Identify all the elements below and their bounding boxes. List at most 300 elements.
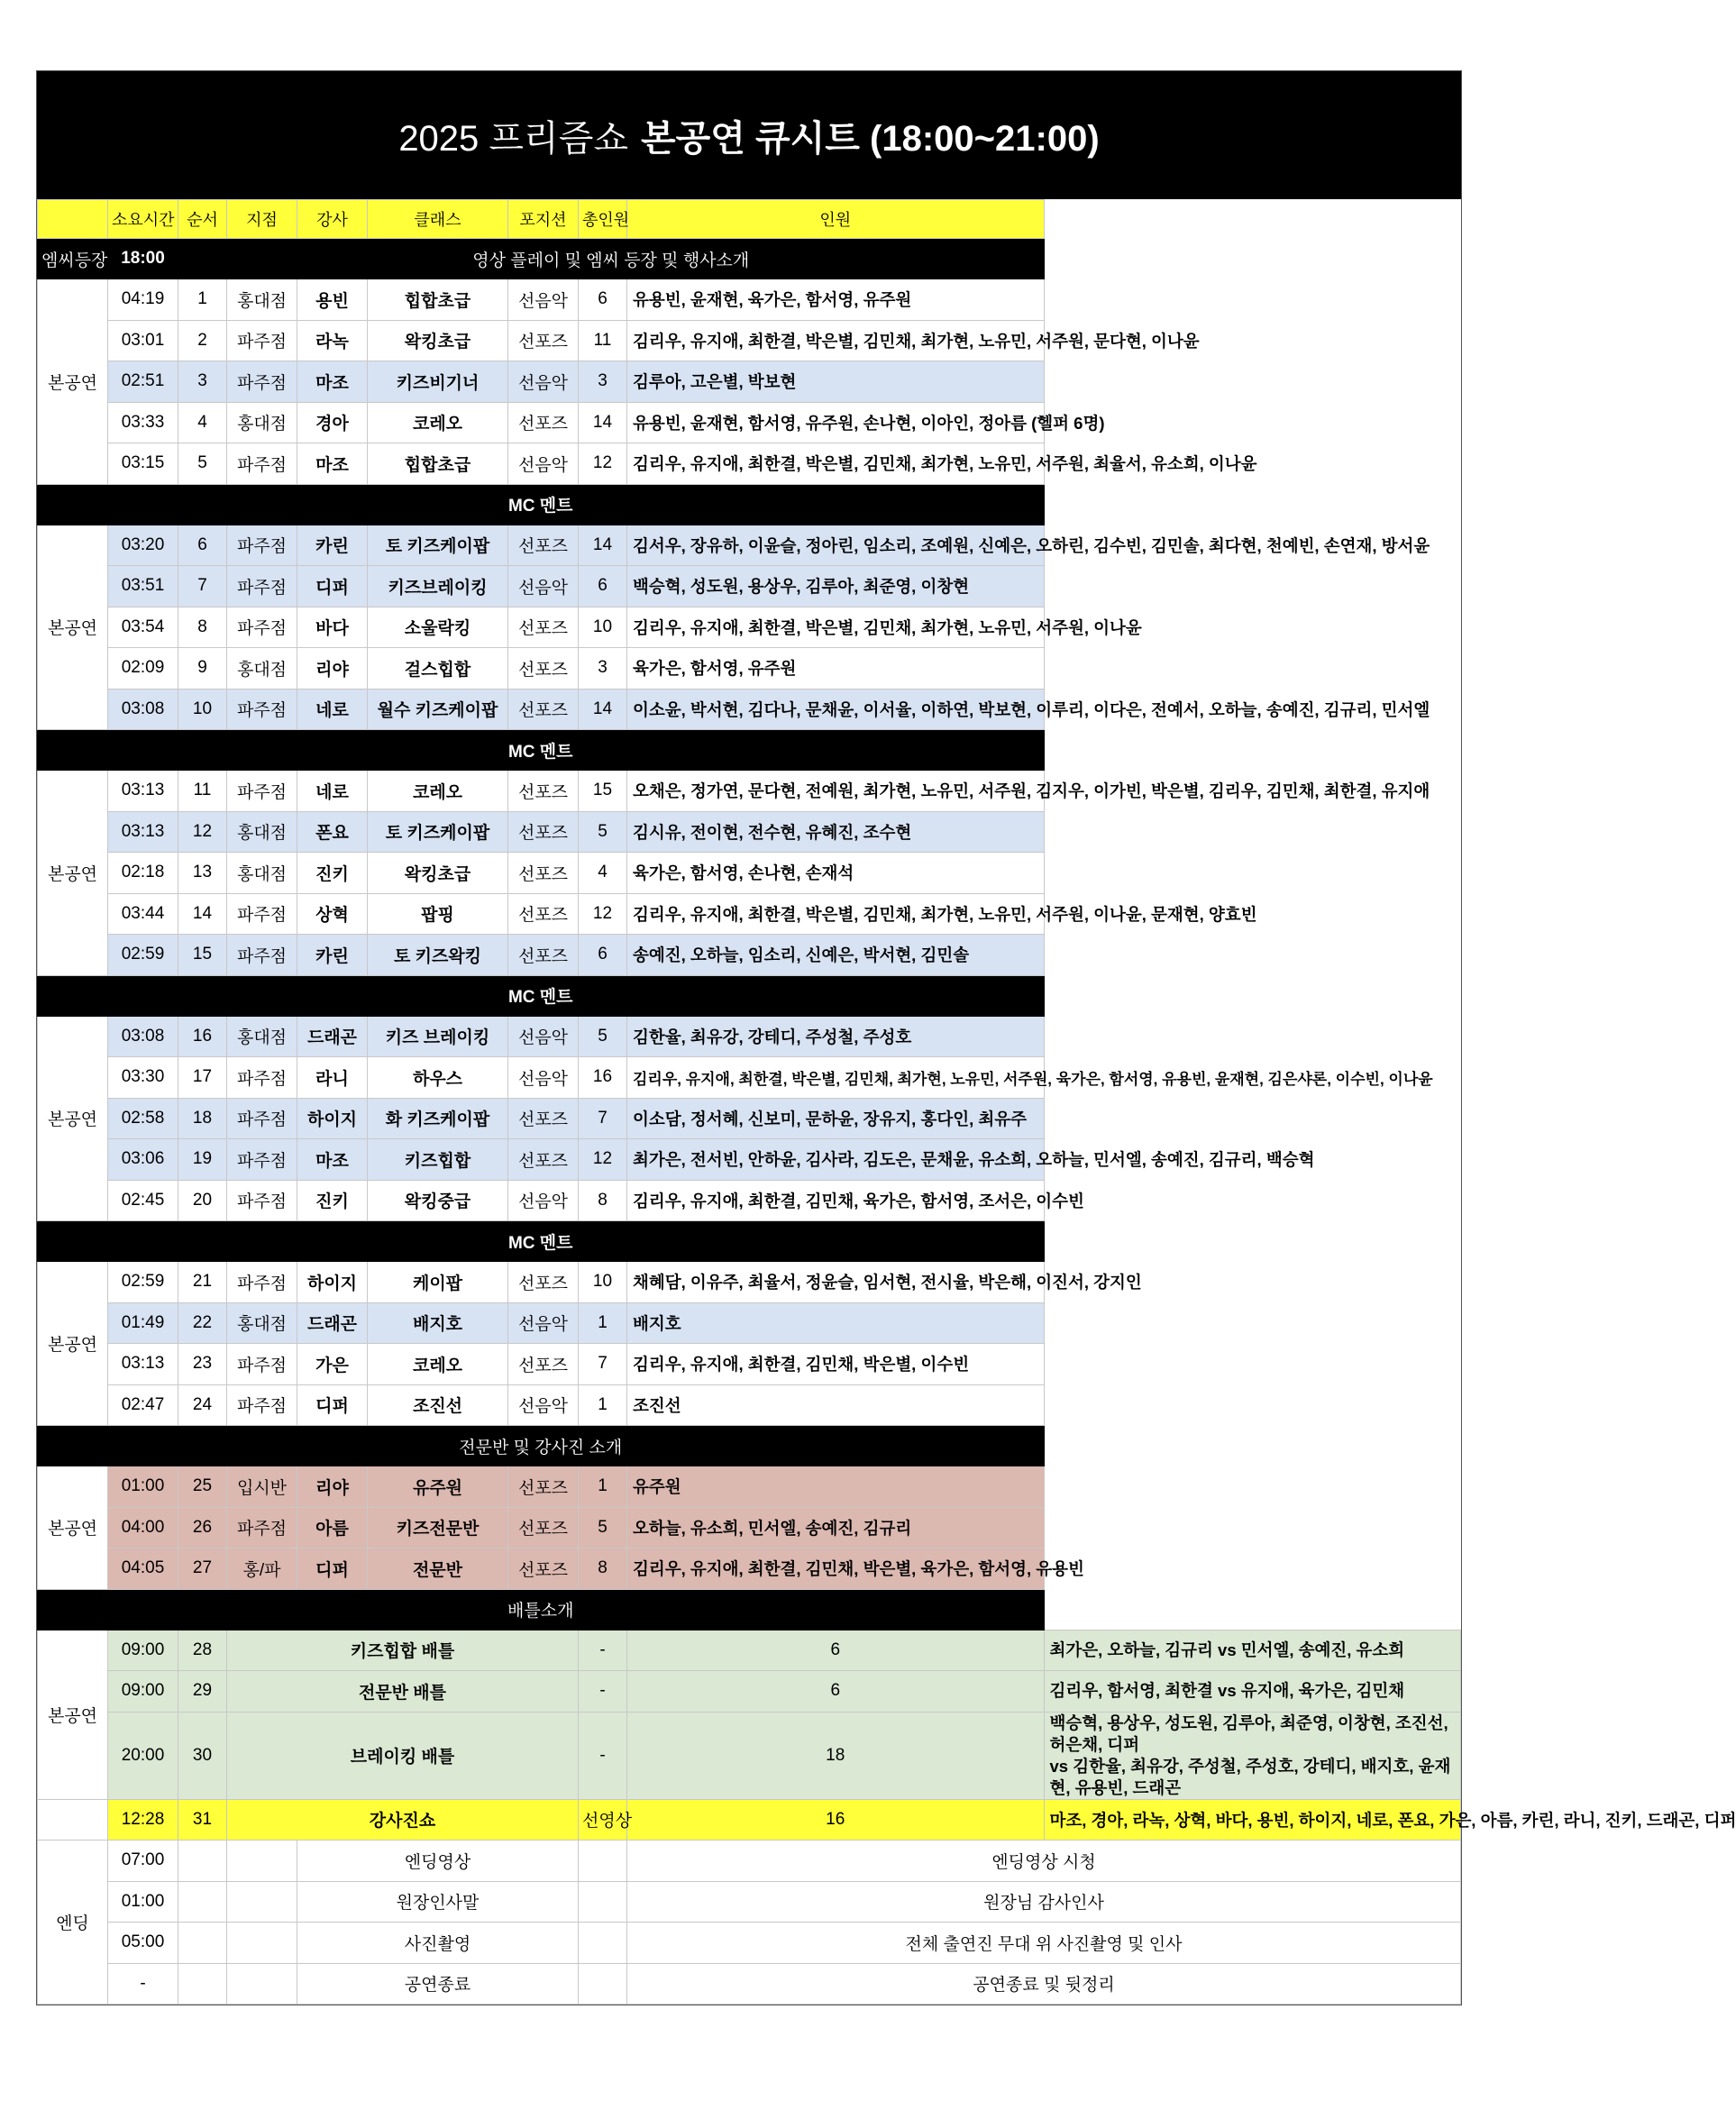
members: 채혜담, 이유주, 최율서, 정윤슬, 임서현, 전시율, 박은해, 이진서, 강지인 xyxy=(627,1262,1045,1303)
total-count: 4 xyxy=(579,853,627,894)
duration: 03:44 xyxy=(108,893,178,935)
teacher-show-row xyxy=(38,1799,1461,1841)
branch: 파주점 xyxy=(227,566,297,607)
header-count: 총인원 xyxy=(579,200,627,239)
instructor: 리야 xyxy=(297,1466,368,1508)
duration: 03:33 xyxy=(108,402,178,443)
header-instructor: 강사 xyxy=(297,200,368,239)
ending-item: 사진촬영 xyxy=(297,1923,579,1964)
branch: 파주점 xyxy=(227,1262,297,1303)
title-main: 본공연 큐시트 (18:00~21:00) xyxy=(640,118,1100,159)
performance-row xyxy=(38,1302,1461,1344)
duration: 03:13 xyxy=(108,771,178,812)
expert-row xyxy=(38,1466,1461,1508)
position: 선포즈 xyxy=(508,935,579,976)
battle-row xyxy=(38,1671,1461,1713)
branch: 파주점 xyxy=(227,1098,297,1139)
total-count: 10 xyxy=(579,607,627,648)
class-name: 왁킹초급 xyxy=(368,853,508,894)
class-name: 조진선 xyxy=(368,1384,508,1426)
order-number: 15 xyxy=(178,935,227,976)
branch: 홍대점 xyxy=(227,279,297,321)
total-count: 15 xyxy=(579,771,627,812)
total-count: 14 xyxy=(579,525,627,566)
battle-row xyxy=(38,1630,1461,1671)
class-name: 키즈비기너 xyxy=(368,361,508,403)
class-name: 걸스힙합 xyxy=(368,648,508,690)
total-count: 7 xyxy=(579,1344,627,1385)
order-number: 4 xyxy=(178,402,227,443)
order-number: 14 xyxy=(178,893,227,935)
class-name: 토 키즈케이팝 xyxy=(368,811,508,853)
members-line: vs 김한율, 최유강, 주성철, 주성호, 강테디, 배지호, 윤재현, 유용빈, 드래곤 xyxy=(1049,1756,1451,1797)
battle-header: 배틀소개 xyxy=(38,1589,1045,1630)
total-count: 14 xyxy=(579,402,627,443)
position: 선영상 xyxy=(579,1799,627,1841)
instructor: 디퍼 xyxy=(297,1548,368,1590)
position: 선포즈 xyxy=(508,1139,579,1181)
battle-header-row xyxy=(38,1589,1461,1630)
position: - xyxy=(579,1712,627,1799)
class-name: 왁킹초급 xyxy=(368,320,508,361)
members-line: 김리우, 함서영, 최한결 vs 유지애, 육가은, 김민채 xyxy=(1049,1681,1405,1701)
ending-description: 공연종료 및 뒷정리 xyxy=(627,1963,1461,2005)
expert-row xyxy=(38,1507,1461,1548)
opening-time: 18:00 xyxy=(108,239,178,279)
class-name: 전문반 xyxy=(368,1548,508,1590)
members: 김한율, 최유강, 강테디, 주성철, 주성호 xyxy=(627,1016,1045,1057)
performance-row xyxy=(38,1344,1461,1385)
order-number: 1 xyxy=(178,279,227,321)
position: 선포즈 xyxy=(508,689,579,730)
branch: 홍대점 xyxy=(227,853,297,894)
members: 배지호 xyxy=(627,1302,1045,1344)
branch: 파주점 xyxy=(227,525,297,566)
branch xyxy=(227,1963,297,2005)
ending-row xyxy=(38,1881,1461,1923)
duration: 03:01 xyxy=(108,320,178,361)
position: - xyxy=(579,1671,627,1713)
order-number: 21 xyxy=(178,1262,227,1303)
class-name: 키즈 브레이킹 xyxy=(368,1016,508,1057)
branch: 파주점 xyxy=(227,771,297,812)
branch: 파주점 xyxy=(227,607,297,648)
mc-row xyxy=(38,1221,1461,1262)
order-number: 9 xyxy=(178,648,227,690)
position xyxy=(579,1923,627,1964)
instructor: 진키 xyxy=(297,853,368,894)
position: 선포즈 xyxy=(508,1548,579,1590)
class-name: 배지호 xyxy=(368,1302,508,1344)
instructor: 마조 xyxy=(297,361,368,403)
expert-header: 전문반 및 강사진 소개 xyxy=(38,1426,1045,1466)
duration: 03:08 xyxy=(108,1016,178,1057)
order-number: 22 xyxy=(178,1302,227,1344)
members: 김루아, 고은별, 박보현 xyxy=(627,361,1045,403)
total-count: 6 xyxy=(579,279,627,321)
total-count: 10 xyxy=(579,1262,627,1303)
duration: 03:15 xyxy=(108,443,178,485)
class-name: 왁킹중급 xyxy=(368,1180,508,1221)
battle-name: 브레이킹 배틀 xyxy=(227,1712,579,1799)
class-name: 토 키즈케이팝 xyxy=(368,525,508,566)
members-line: 최가은, 오하늘, 김규리 vs 민서엘, 송예진, 유소희 xyxy=(1049,1640,1405,1659)
duration: 12:28 xyxy=(108,1799,178,1841)
class-name: 코레오 xyxy=(368,1344,508,1385)
branch: 홍대점 xyxy=(227,648,297,690)
members: 김리우, 유지애, 최한결, 박은별, 김민채, 최가현, 노유민, 서주원, 문다현, 이나윤 xyxy=(627,320,1045,361)
branch: 파주점 xyxy=(227,320,297,361)
total-count: 6 xyxy=(579,935,627,976)
header-position: 포지션 xyxy=(508,200,579,239)
branch: 파주점 xyxy=(227,361,297,403)
mc-text: MC 멘트 xyxy=(38,484,1045,525)
total-count: 12 xyxy=(579,893,627,935)
duration: 09:00 xyxy=(108,1671,178,1713)
members-line: 백승혁, 용상우, 성도원, 김루아, 최준영, 이창현, 조진선, 허은채, 디퍼 xyxy=(1049,1713,1448,1754)
duration: 05:00 xyxy=(108,1923,178,1964)
instructor: 마조 xyxy=(297,1139,368,1181)
members: 김리우, 유지애, 최한결, 박은별, 김민채, 최가현, 노유민, 서주원, 최율서, 유소희, 이나윤 xyxy=(627,443,1045,485)
members: 마조, 경아, 라녹, 상혁, 바다, 용빈, 하이지, 네로, 폰요, 가은, 아름, 카린, 라니, 진키, 드래곤, 디퍼 xyxy=(1044,1799,1461,1841)
members xyxy=(1044,1671,1461,1713)
members: 최가은, 전서빈, 안하윤, 김사라, 김도은, 문채윤, 유소희, 오하늘, 민서엘, 송예진, 김규리, 백승혁 xyxy=(627,1139,1045,1181)
position: 선포즈 xyxy=(508,811,579,853)
mc-row xyxy=(38,1426,1461,1466)
opening-label: 엠씨등장 xyxy=(38,239,108,279)
order-number xyxy=(178,1841,227,1882)
branch: 홍대점 xyxy=(227,1016,297,1057)
position: 선포즈 xyxy=(508,1098,579,1139)
order-number: 17 xyxy=(178,1057,227,1099)
instructor: 하이지 xyxy=(297,1098,368,1139)
battle-row xyxy=(38,1712,1461,1799)
members: 김리우, 유지애, 최한결, 김민채, 육가은, 함서영, 조서은, 이수빈 xyxy=(627,1180,1045,1221)
position: 선포즈 xyxy=(508,525,579,566)
duration: - xyxy=(108,1963,178,2005)
class-name: 월수 키즈케이팝 xyxy=(368,689,508,730)
order-number: 6 xyxy=(178,525,227,566)
performance-row xyxy=(38,935,1461,976)
class-name: 코레오 xyxy=(368,771,508,812)
branch: 파주점 xyxy=(227,893,297,935)
class-name: 토 키즈왁킹 xyxy=(368,935,508,976)
position: 선음악 xyxy=(508,1384,579,1426)
branch: 홍대점 xyxy=(227,811,297,853)
total-count: 12 xyxy=(579,443,627,485)
cue-table xyxy=(37,199,1736,2005)
instructor: 진키 xyxy=(297,1180,368,1221)
instructor: 디퍼 xyxy=(297,1384,368,1426)
members: 유용빈, 윤재현, 함서영, 유주원, 손나현, 이아인, 정아름 (헬퍼 6명) xyxy=(627,402,1045,443)
instructor: 경아 xyxy=(297,402,368,443)
members: 유주원 xyxy=(627,1466,1045,1508)
position: 선음악 xyxy=(508,361,579,403)
position: 선포즈 xyxy=(508,1262,579,1303)
position: 선포즈 xyxy=(508,648,579,690)
performance-row xyxy=(38,443,1461,485)
instructor: 하이지 xyxy=(297,1262,368,1303)
total-count: 16 xyxy=(579,1057,627,1099)
duration: 03:54 xyxy=(108,607,178,648)
order-number: 12 xyxy=(178,811,227,853)
performance-row xyxy=(38,402,1461,443)
order-number: 24 xyxy=(178,1384,227,1426)
total-count: 6 xyxy=(627,1671,1045,1713)
duration: 03:08 xyxy=(108,689,178,730)
members: 오하늘, 유소희, 민서엘, 송예진, 김규리 xyxy=(627,1507,1045,1548)
performance-row xyxy=(38,1016,1461,1057)
ending-description: 전체 출연진 무대 위 사진촬영 및 인사 xyxy=(627,1923,1461,1964)
position xyxy=(579,1881,627,1923)
total-count: 11 xyxy=(579,320,627,361)
branch xyxy=(227,1923,297,1964)
position: 선음악 xyxy=(508,1057,579,1099)
ending-row xyxy=(38,1963,1461,2005)
section-label: 본공연 xyxy=(38,1630,108,1799)
instructor: 드래곤 xyxy=(297,1016,368,1057)
duration: 02:59 xyxy=(108,1262,178,1303)
duration: 02:51 xyxy=(108,361,178,403)
performance-row xyxy=(38,1180,1461,1221)
duration: 02:09 xyxy=(108,648,178,690)
position xyxy=(579,1841,627,1882)
section-label: 본공연 xyxy=(38,771,108,976)
position: 선포즈 xyxy=(508,607,579,648)
order-number: 10 xyxy=(178,689,227,730)
duration: 03:20 xyxy=(108,525,178,566)
order-number: 8 xyxy=(178,607,227,648)
class-name: 팝핑 xyxy=(368,893,508,935)
members: 송예진, 오하늘, 임소리, 신예은, 박서현, 김민솔 xyxy=(627,935,1045,976)
branch: 홍대점 xyxy=(227,402,297,443)
duration: 04:19 xyxy=(108,279,178,321)
branch: 홍대점 xyxy=(227,1302,297,1344)
order-number: 23 xyxy=(178,1344,227,1385)
duration: 03:30 xyxy=(108,1057,178,1099)
performance-row xyxy=(38,607,1461,648)
duration: 02:58 xyxy=(108,1098,178,1139)
total-count: 5 xyxy=(579,1507,627,1548)
members: 김리우, 유지애, 최한결, 김민채, 박은별, 육가은, 함서영, 유용빈 xyxy=(627,1548,1045,1590)
total-count: 12 xyxy=(579,1139,627,1181)
ending-description: 원장님 감사인사 xyxy=(627,1881,1461,1923)
members: 김서우, 장유하, 이윤슬, 정아린, 임소리, 조예원, 신예은, 오하린, 김수빈, 김민솔, 최다현, 천예빈, 손연재, 방서윤 xyxy=(627,525,1045,566)
members: 백승혁, 성도원, 용상우, 김루아, 최준영, 이창현 xyxy=(627,566,1045,607)
order-number xyxy=(178,1963,227,2005)
duration: 02:45 xyxy=(108,1180,178,1221)
duration: 02:59 xyxy=(108,935,178,976)
total-count: 6 xyxy=(627,1630,1045,1671)
position xyxy=(579,1963,627,2005)
header-row xyxy=(38,200,1461,239)
section-label-blank xyxy=(38,1799,108,1841)
duration: 03:51 xyxy=(108,566,178,607)
ending-row xyxy=(38,1923,1461,1964)
duration: 04:05 xyxy=(108,1548,178,1590)
ending-item: 원장인사말 xyxy=(297,1881,579,1923)
order-number: 25 xyxy=(178,1466,227,1508)
position: 선음악 xyxy=(508,1180,579,1221)
order-number: 18 xyxy=(178,1098,227,1139)
members: 김리우, 유지애, 최한결, 박은별, 김민채, 최가현, 노유민, 서주원, 이나윤 xyxy=(627,607,1045,648)
battle-name: 키즈힙합 배틀 xyxy=(227,1630,579,1671)
mc-row xyxy=(38,484,1461,525)
branch: 파주점 xyxy=(227,1384,297,1426)
section-label: 본공연 xyxy=(38,279,108,485)
order-number: 3 xyxy=(178,361,227,403)
instructor: 네로 xyxy=(297,771,368,812)
instructor: 상혁 xyxy=(297,893,368,935)
position: 선포즈 xyxy=(508,320,579,361)
mc-row xyxy=(38,975,1461,1016)
ending-description: 엔딩영상 시청 xyxy=(627,1841,1461,1882)
order-number: 7 xyxy=(178,566,227,607)
total-count: 6 xyxy=(579,566,627,607)
class-name: 키즈힙합 xyxy=(368,1139,508,1181)
performance-row xyxy=(38,771,1461,812)
duration: 03:13 xyxy=(108,1344,178,1385)
position: 선포즈 xyxy=(508,853,579,894)
header-order: 순서 xyxy=(178,200,227,239)
branch: 홍/파 xyxy=(227,1548,297,1590)
members: 유용빈, 윤재현, 육가은, 함서영, 유주원 xyxy=(627,279,1045,321)
duration: 02:18 xyxy=(108,853,178,894)
order-number: 31 xyxy=(178,1799,227,1841)
class-name: 소울락킹 xyxy=(368,607,508,648)
branch: 파주점 xyxy=(227,1507,297,1548)
branch: 파주점 xyxy=(227,1344,297,1385)
position: 선포즈 xyxy=(508,1507,579,1548)
battle-name: 전문반 배틀 xyxy=(227,1671,579,1713)
total-count: 1 xyxy=(579,1466,627,1508)
performance-row xyxy=(38,811,1461,853)
title-year: 2025 프리즘쇼 xyxy=(398,118,628,159)
instructor: 리야 xyxy=(297,648,368,690)
branch xyxy=(227,1881,297,1923)
duration: 03:13 xyxy=(108,811,178,853)
position: 선음악 xyxy=(508,566,579,607)
position: 선음악 xyxy=(508,443,579,485)
class-name: 하우스 xyxy=(368,1057,508,1099)
members: 이소담, 정서혜, 신보미, 문하윤, 장유지, 홍다인, 최유주 xyxy=(627,1098,1045,1139)
position: 선음악 xyxy=(508,1016,579,1057)
performance-row xyxy=(38,1139,1461,1181)
section-label: 본공연 xyxy=(38,1262,108,1426)
duration: 01:00 xyxy=(108,1881,178,1923)
class-name: 힙합초급 xyxy=(368,443,508,485)
duration: 03:06 xyxy=(108,1139,178,1181)
position: 선음악 xyxy=(508,1302,579,1344)
branch: 입시반 xyxy=(227,1466,297,1508)
members: 오채은, 정가연, 문다현, 전예원, 최가현, 노유민, 서주원, 김지우, 이가빈, 박은별, 김리우, 김민채, 최한결, 유지애 xyxy=(627,771,1045,812)
class-name: 힙합초급 xyxy=(368,279,508,321)
performance-row xyxy=(38,1384,1461,1426)
class-name: 코레오 xyxy=(368,402,508,443)
members: 육가은, 함서영, 손나현, 손재석 xyxy=(627,853,1045,894)
mc-text: MC 멘트 xyxy=(38,1221,1045,1262)
duration: 04:00 xyxy=(108,1507,178,1548)
performance-row xyxy=(38,689,1461,730)
branch: 파주점 xyxy=(227,1057,297,1099)
header-blank xyxy=(38,200,108,239)
class-name: 케이팝 xyxy=(368,1262,508,1303)
show-name: 강사진쇼 xyxy=(227,1799,579,1841)
branch xyxy=(227,1841,297,1882)
performance-row xyxy=(38,525,1461,566)
instructor: 드래곤 xyxy=(297,1302,368,1344)
members: 김리우, 유지애, 최한결, 박은별, 김민채, 최가현, 노유민, 서주원, 이나윤, 문재현, 양효빈 xyxy=(627,893,1045,935)
mc-text: MC 멘트 xyxy=(38,975,1045,1016)
performance-row xyxy=(38,279,1461,321)
total-count: 1 xyxy=(579,1384,627,1426)
order-number: 2 xyxy=(178,320,227,361)
order-number: 29 xyxy=(178,1671,227,1713)
order-number: 5 xyxy=(178,443,227,485)
performance-row xyxy=(38,1057,1461,1099)
duration: 02:47 xyxy=(108,1384,178,1426)
position: 선포즈 xyxy=(508,1466,579,1508)
order-number: 13 xyxy=(178,853,227,894)
section-label: 본공연 xyxy=(38,525,108,730)
total-count: 5 xyxy=(579,811,627,853)
members: 김시유, 전이현, 전수현, 유혜진, 조수현 xyxy=(627,811,1045,853)
order-number: 27 xyxy=(178,1548,227,1590)
header-members: 인원 xyxy=(627,200,1045,239)
instructor: 아름 xyxy=(297,1507,368,1548)
order-number xyxy=(178,1881,227,1923)
instructor: 카린 xyxy=(297,935,368,976)
title-bar xyxy=(37,71,1461,199)
ending-item: 엔딩영상 xyxy=(297,1841,579,1882)
total-count: 8 xyxy=(579,1180,627,1221)
instructor: 바다 xyxy=(297,607,368,648)
instructor: 폰요 xyxy=(297,811,368,853)
members: 김리우, 유지애, 최한결, 박은별, 김민채, 최가현, 노유민, 서주원, 육가은, 함서영, 유용빈, 윤재현, 김은샤론, 이수빈, 이나윤 xyxy=(627,1057,1045,1099)
duration: 07:00 xyxy=(108,1841,178,1882)
order-number: 26 xyxy=(178,1507,227,1548)
members xyxy=(1044,1712,1461,1799)
position: 선포즈 xyxy=(508,1344,579,1385)
section-label: 본공연 xyxy=(38,1466,108,1590)
class-name: 키즈전문반 xyxy=(368,1507,508,1548)
total-count: 3 xyxy=(579,361,627,403)
position: 선포즈 xyxy=(508,893,579,935)
performance-row xyxy=(38,320,1461,361)
position: - xyxy=(579,1630,627,1671)
members: 이소윤, 박서현, 김다나, 문채윤, 이서율, 이하연, 박보현, 이루리, 이다은, 전예서, 오하늘, 송예진, 김규리, 민서엘 xyxy=(627,689,1045,730)
mc-row xyxy=(38,730,1461,771)
branch: 파주점 xyxy=(227,443,297,485)
members: 김리우, 유지애, 최한결, 김민채, 박은별, 이수빈 xyxy=(627,1344,1045,1385)
ending-label: 엔딩 xyxy=(38,1841,108,2005)
cue-sheet xyxy=(36,70,1736,2005)
header-branch: 지점 xyxy=(227,200,297,239)
performance-row xyxy=(38,566,1461,607)
instructor: 용빈 xyxy=(297,279,368,321)
section-label: 본공연 xyxy=(38,1016,108,1221)
total-count: 14 xyxy=(579,689,627,730)
branch: 파주점 xyxy=(227,1139,297,1181)
performance-row xyxy=(38,648,1461,690)
mc-text: MC 멘트 xyxy=(38,730,1045,771)
order-number: 16 xyxy=(178,1016,227,1057)
members xyxy=(1044,1630,1461,1671)
branch: 파주점 xyxy=(227,1180,297,1221)
performance-row xyxy=(38,893,1461,935)
order-number: 11 xyxy=(178,771,227,812)
order-number: 30 xyxy=(178,1712,227,1799)
